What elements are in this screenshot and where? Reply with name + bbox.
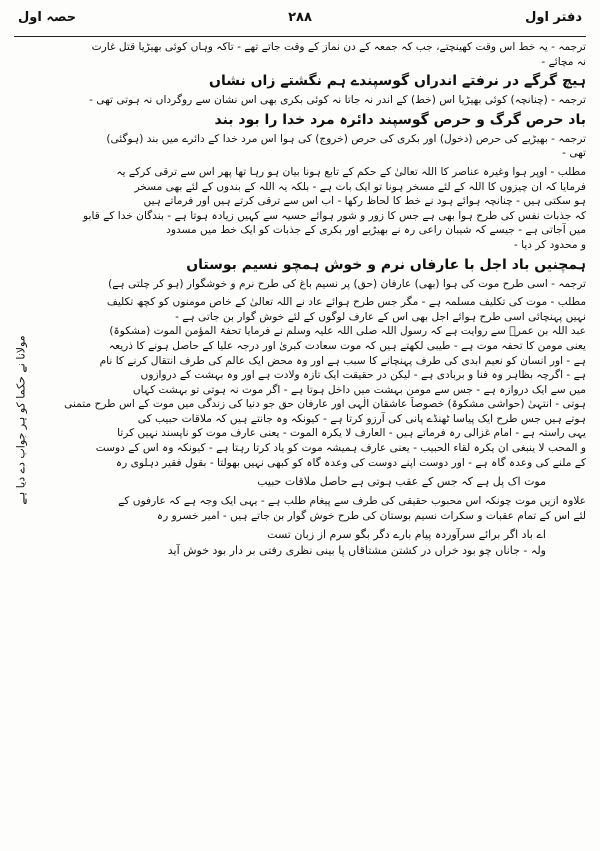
- text-line: ترجمہ - یہ خط اس وقت کھینچتے، جب کہ جمعہ کے دن نماز کے وقت جاتے تھے - تاکہ وہاں کوئی بھیڑیا قتل غارت: [91, 41, 586, 53]
- page-header: [18, 10, 582, 32]
- text-line: میں سے ایک دروازہ ہے - جس سے مومن بہشت میں داخل ہوتا ہے - اگر موت نہ ہوتی تو بہشت کہاں: [132, 383, 586, 396]
- text-line: ترجمہ - اسی طرح موت کی ہوا (بھی) عارفان (حق) پر نسیم باغ کی طرح نرم و خوشگوار (ہو کر چلتی ہے): [108, 277, 586, 290]
- text-line: تھی -: [562, 147, 586, 160]
- text-line: ترجمہ - بھیڑیے کی حرص (دخول) اور بکری کی حرص (خروج) کی ہوا اس مرد خدا کے دائرے میں بند (ہوگئی): [106, 132, 586, 145]
- text-line: ہے - اگرچہ بظاہر وہ فنا و بربادی ہے - لیکن در حقیقت ایک تازہ ولادت ہے اور وہ بہشت کے دروازوں: [140, 369, 586, 382]
- text-line: لئے اس کے تمام عقبات و سکرات نسیم بوستان کی طرح خوش گوار بن جاتے ہیں - امیر خسرو رہ: [156, 509, 586, 522]
- verse-line: اے باد اگر برائے سرآوردہ پیام بارے دگر بگو سرم از زبان تست: [267, 528, 546, 542]
- part-label: حصہ اول: [18, 10, 77, 25]
- verse-line: باد حرص گرگ و حرص گوسپند دائرہ مرد خدا را بود بند: [214, 111, 586, 128]
- text-line: یہی راستہ ہے - امام غزالی رہ فرماتے ہیں - العارف لا یکرہ الموت - یعنی عارف موت کو ناپسند نہیں کرتا: [117, 427, 586, 440]
- page-body: [44, 40, 586, 843]
- verse-line: موت اک پل ہے کہ جس کے عقب ہوتی ہے حاصل ملاقات حبیب: [257, 475, 546, 489]
- text-line: ترجمہ - (چنانچہ) کوئی بھیڑیا اس (خط) کے اندر نہ جاتا نہ کوئی بکری بھی اس نشان سے روگرداں نہ ہوتی تھی -: [89, 94, 586, 107]
- text-line: علاوہ ازیں موت چونکہ اس محبوب حقیقی کی طرف سے پیغام طلب ہے - یہی ایک وجہ ہے کہ عارفوں کے: [118, 495, 586, 508]
- text-line: یعنی مومن کا تحفہ موت ہے - طیبی لکھتے ہیں کہ موت سعادت کبریٰ اور درجہ علیا کے حاصل ہونے کا ذریعہ: [108, 339, 586, 352]
- page-number: ۲۸۸: [288, 10, 312, 25]
- text-line: نہیں پہنچائی اسی طرح ہوائے اجل بھی اس کے عارف لوگوں کے لئے خوش گوار بن جاتی ہے -: [175, 310, 586, 323]
- text-line: و المحب لا ینبغی ان یکرہ لقاء الحبیب - یعنی عارف ہمیشہ موت کو یاد کرتا رہتا ہے - کیونکہ وہ اس کے دوست: [95, 442, 586, 455]
- text-line: ہو سکتی ہیں - چنانچہ ہوائے ہود نے خط کا لحاظ رکھا - اب اس سے ترقی کرتے ہیں اور فرماتے ہیں: [143, 195, 586, 208]
- text-line: عبد اللہ بن عمرؓ سے روایت ہے کہ رسول اللہ صلی اللہ علیہ وسلم نے فرمایا تحفۃ المؤمن الموت (مشکوۃ): [109, 325, 586, 338]
- text-line: نہ مچائے -: [541, 55, 586, 68]
- verse-line: ہمچنیں باد اجل با عارفاں نرم و خوش ہمچو نسیم بوستاں: [186, 256, 586, 273]
- volume-label: دفتر اول: [525, 10, 582, 25]
- text-line: ہوتی - انتہیٰ (حواشی مشکوۃ) خصوصاً عاشقان الٰہی اور عارفان حق جو دنیا کی زندگی میں موت کے اس طرح متمنی: [64, 398, 586, 411]
- margin-note-text: مولانا نے حکما کو ہر جواب دے دیا ہے: [14, 335, 28, 505]
- text-line: فرمایا کہ ان چیزوں کا اللہ کے لئے مسخر ہونا تو ایک بات ہے - بلکہ یہ اللہ کے بندوں کے لئے بھی مسخر: [134, 180, 586, 193]
- margin-note: [6, 190, 36, 650]
- verse-line: ہیچ گرگے در نرفتے اندراں گوسپندے ہم نگشتے زاں نشاں: [209, 73, 586, 90]
- text-line: مطلب - موت کی تکلیف مسلمہ ہے - مگر جس طرح ہوائے عاد نے اللہ تعالیٰ کے خاص مومنوں کو کچھ تکلیف: [106, 296, 586, 309]
- text-line: ہوتے ہیں جس طرح ایک پیاسا ٹھنڈے پانی کی آرزو کرتا ہے - کیونکہ وہ جانتے ہیں کہ ملاقات حبیب کی: [137, 412, 586, 425]
- text-line: میں آجاتی ہے - جیسے کہ شیبان راعی رہ نے بھیڑیے اور بکری کے جذبات کو ایک خط میں مسدود: [166, 224, 586, 237]
- header-rule: [14, 36, 586, 37]
- text-line: و محدود کر دیا -: [513, 238, 586, 251]
- text-line: مطلب - اوپر ہوا وغیرہ عناصر کا اللہ تعالیٰ کے حکم کے تابع ہونا بیان ہو رہا تھا پھر اس سے ترقی کرکے یہ: [116, 165, 586, 178]
- text-line: ہے - اور انسان کو نعیم ابدی کی طرف پہنچانے کا سبب ہے اور وہ محض ایک عالم کی طرف انتقال کرنے کا نام: [99, 354, 586, 367]
- verse-line: ولہ - جاناں چو بود خراں در کشتن مشتاقاں پا بینی نظری رفتی بر دار بود خوش آید: [167, 544, 546, 558]
- text-line: کہ جذبات نفس کی طرح ہوا بھی ہے جس کا زور و شور ہوائے حسیہ سے کہیں زیادہ ہوتا ہے - بندگان خدا کے قابو: [83, 209, 586, 222]
- text-line: کے ملنے کی وعدہ گاہ ہے - اور دوست اپنے دوست کی وعدہ گاہ کو کبھی نہیں بھولتا - بقول فقیر دہلوی رہ: [115, 456, 586, 469]
